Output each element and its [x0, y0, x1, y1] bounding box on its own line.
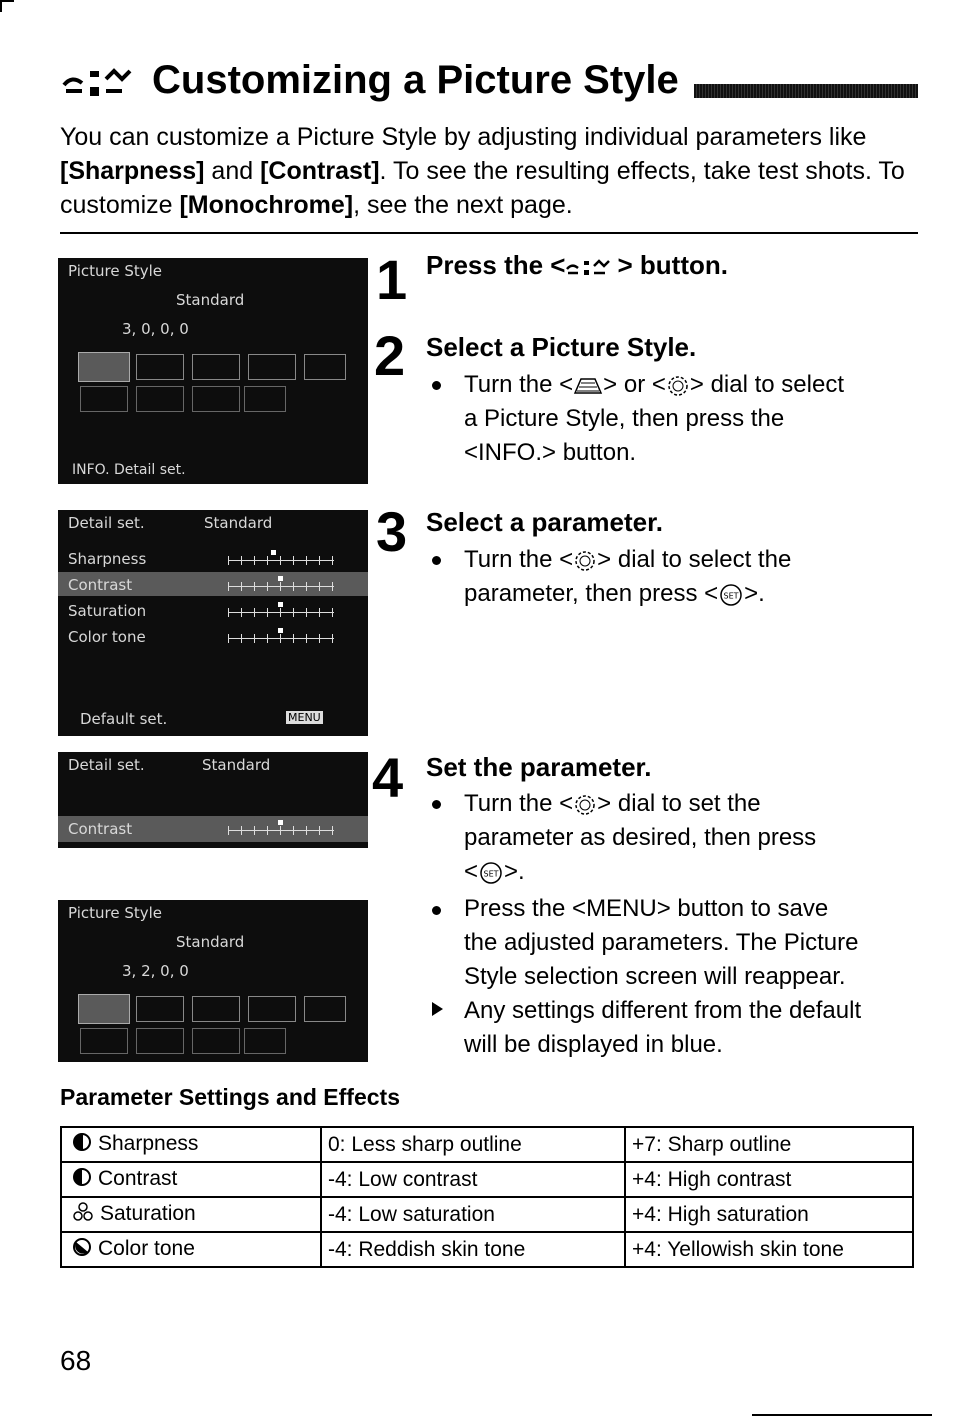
color-tone-icon: [72, 1237, 92, 1263]
step-4-line-2: parameter as desired, then press: [464, 824, 817, 851]
high-setting-cell: +4: High contrast: [625, 1162, 913, 1197]
step-4-result-line-2: will be displayed in blue.: [464, 1031, 723, 1058]
step-3-line-2: [464, 577, 765, 611]
table-row: [61, 1127, 913, 1162]
step-4-text: Turn the <: [464, 790, 574, 817]
table-row: [61, 1162, 913, 1197]
step-number-3: 3: [376, 500, 408, 563]
step-3-line-1: [464, 543, 791, 577]
style-item-selected: [78, 994, 130, 1024]
step-3-text: Turn the <: [464, 546, 574, 573]
svg-text:SET: SET: [723, 591, 739, 601]
step-1-head-text: Press the <: [426, 250, 566, 280]
param-name: Color tone: [98, 1237, 195, 1261]
step-4-result-line-1: Any settings different from the default: [464, 997, 862, 1024]
main-dial-icon: [573, 375, 603, 397]
table-heading: Parameter Settings and Effects: [60, 1084, 401, 1110]
footer-rule: [752, 1414, 932, 1416]
param-saturation: Saturation: [68, 602, 147, 620]
title-rule: [694, 84, 918, 98]
screen-footer: INFO. Detail set.: [72, 462, 186, 478]
bullet-icon: [432, 800, 441, 809]
param-color-tone: Color tone: [68, 628, 146, 646]
intro-text: You can customize a Picture Style by adjusting individual parameters like: [60, 123, 867, 151]
camera-screen-picture-style-updated: [58, 900, 368, 1062]
camera-screen-picture-style: [58, 258, 368, 484]
style-item: [192, 1028, 240, 1054]
step-4-heading: Set the parameter.: [426, 752, 652, 782]
step-4-bullet-2-line-3: Style selection screen will reappear.: [464, 963, 846, 990]
contrast-slider-active: [228, 824, 334, 836]
step-2-text: > or <: [603, 371, 666, 398]
step-3-text: parameter, then press <: [464, 580, 719, 607]
step-2-line-1: [464, 368, 844, 402]
style-item: [248, 996, 296, 1022]
style-item: [304, 996, 346, 1022]
high-setting-cell: +7: Sharp outline: [625, 1127, 913, 1162]
style-item-selected: [78, 352, 130, 382]
step-2-line-3: <INFO.> button.: [464, 439, 637, 466]
menu-badge: MENU: [288, 711, 321, 724]
step-3-heading: Select a parameter.: [426, 507, 664, 537]
step-4-text: > dial to set the: [597, 790, 761, 817]
contrast-icon: [72, 1167, 92, 1193]
step-3-text: > dial to select the: [597, 546, 792, 573]
step-4-text: >.: [504, 858, 525, 885]
set-button-icon: [718, 583, 744, 607]
sharpness-slider: [228, 554, 334, 566]
screen-header: Detail set.: [68, 756, 145, 774]
page-title: [60, 58, 679, 103]
screen-style-name: Standard: [176, 933, 245, 951]
bullet-icon: [432, 556, 441, 565]
param-name: Sharpness: [98, 1132, 199, 1156]
style-item: [244, 386, 286, 412]
bullet-icon: [432, 906, 441, 915]
step-4-bullet-2-line-2: the adjusted parameters. The Picture: [464, 929, 859, 956]
camera-screen-detail-set: [58, 510, 368, 736]
saturation-icon: [72, 1201, 94, 1229]
crop-mark: [0, 0, 14, 12]
step-2-text: > dial to select: [689, 371, 844, 398]
high-setting-cell: +4: Yellowish skin tone: [625, 1232, 913, 1267]
screen-values: 3, 0, 0, 0: [122, 320, 189, 338]
step-4-text: <: [464, 858, 479, 885]
step-4-line-1: [464, 787, 761, 821]
step-number-1: 1: [376, 248, 408, 311]
intro-bold-sharpness: [Sharpness]: [60, 157, 205, 185]
style-item: [136, 996, 184, 1022]
camera-screen-contrast: [58, 752, 368, 848]
title-text: Customizing a Picture Style: [152, 58, 679, 102]
param-name-cell: [61, 1162, 321, 1197]
contrast-slider: [228, 580, 334, 592]
screen-header: Picture Style: [68, 262, 163, 280]
step-2-line-2: a Picture Style, then press the: [464, 405, 785, 432]
saturation-slider: [228, 606, 334, 618]
screen-values: 3, 2, 0, 0: [122, 962, 189, 980]
style-item: [248, 354, 296, 380]
table-row: [61, 1197, 913, 1232]
intro-bold-monochrome: [Monochrome]: [179, 191, 354, 219]
step-number-2: 2: [374, 324, 406, 387]
screen-header: Detail set.: [68, 514, 145, 532]
screen-style-name: Standard: [202, 756, 271, 774]
param-name: Contrast: [98, 1167, 178, 1191]
style-item: [192, 996, 240, 1022]
table-row: [61, 1232, 913, 1267]
style-item: [192, 354, 240, 380]
quick-control-dial-icon: [666, 374, 690, 398]
screen-footer: Default set.: [80, 710, 168, 728]
step-1-head-text: > button.: [617, 250, 728, 280]
intro-text: and: [204, 157, 261, 185]
param-contrast: Contrast: [68, 820, 133, 838]
step-4-bullet-2-line-1: Press the <MENU> button to save: [464, 895, 829, 922]
result-arrow-icon: [432, 1002, 443, 1016]
intro-bold-contrast: [Contrast]: [260, 157, 380, 185]
svg-text:SET: SET: [483, 869, 499, 879]
param-contrast: Contrast: [68, 576, 133, 594]
param-name-cell: [61, 1127, 321, 1162]
quick-control-dial-icon: [573, 793, 597, 817]
step-3-text: >.: [744, 580, 765, 607]
low-setting-cell: -4: Reddish skin tone: [321, 1232, 625, 1267]
style-item: [136, 354, 184, 380]
step-1-heading: [426, 250, 728, 281]
bullet-icon: [432, 381, 441, 390]
low-setting-cell: 0: Less sharp outline: [321, 1127, 625, 1162]
style-item: [304, 354, 346, 380]
picture-style-icon: [565, 256, 617, 278]
style-item: [80, 1028, 128, 1054]
style-item: [136, 1028, 184, 1054]
sharpness-icon: [72, 1132, 92, 1158]
screen-style-name: Standard: [176, 291, 245, 309]
param-sharpness: Sharpness: [68, 550, 147, 568]
low-setting-cell: -4: Low saturation: [321, 1197, 625, 1232]
style-item: [192, 386, 240, 412]
low-setting-cell: -4: Low contrast: [321, 1162, 625, 1197]
intro-text: , see the next page.: [353, 191, 573, 219]
set-button-icon: [478, 861, 504, 885]
style-item: [136, 386, 184, 412]
param-name: Saturation: [100, 1202, 196, 1226]
quick-control-dial-icon: [573, 549, 597, 573]
divider: [60, 232, 918, 234]
parameter-table: [60, 1126, 914, 1268]
style-item: [80, 386, 128, 412]
param-name-cell: [61, 1197, 321, 1232]
screen-style-name: Standard: [204, 514, 273, 532]
page-number: 68: [60, 1345, 92, 1376]
intro-paragraph: [60, 120, 920, 222]
step-2-text: Turn the <: [464, 371, 574, 398]
color-tone-slider: [228, 632, 334, 644]
high-setting-cell: +4: High saturation: [625, 1197, 913, 1232]
step-number-4: 4: [372, 746, 404, 809]
intro-text: . To see the resulting effects, take test shots. To customize: [60, 157, 905, 219]
screen-header: Picture Style: [68, 904, 163, 922]
style-item: [244, 1028, 286, 1054]
picture-style-icon: [60, 61, 140, 101]
step-4-line-3: [464, 855, 525, 889]
param-name-cell: [61, 1232, 321, 1267]
step-2-heading: Select a Picture Style.: [426, 332, 697, 362]
